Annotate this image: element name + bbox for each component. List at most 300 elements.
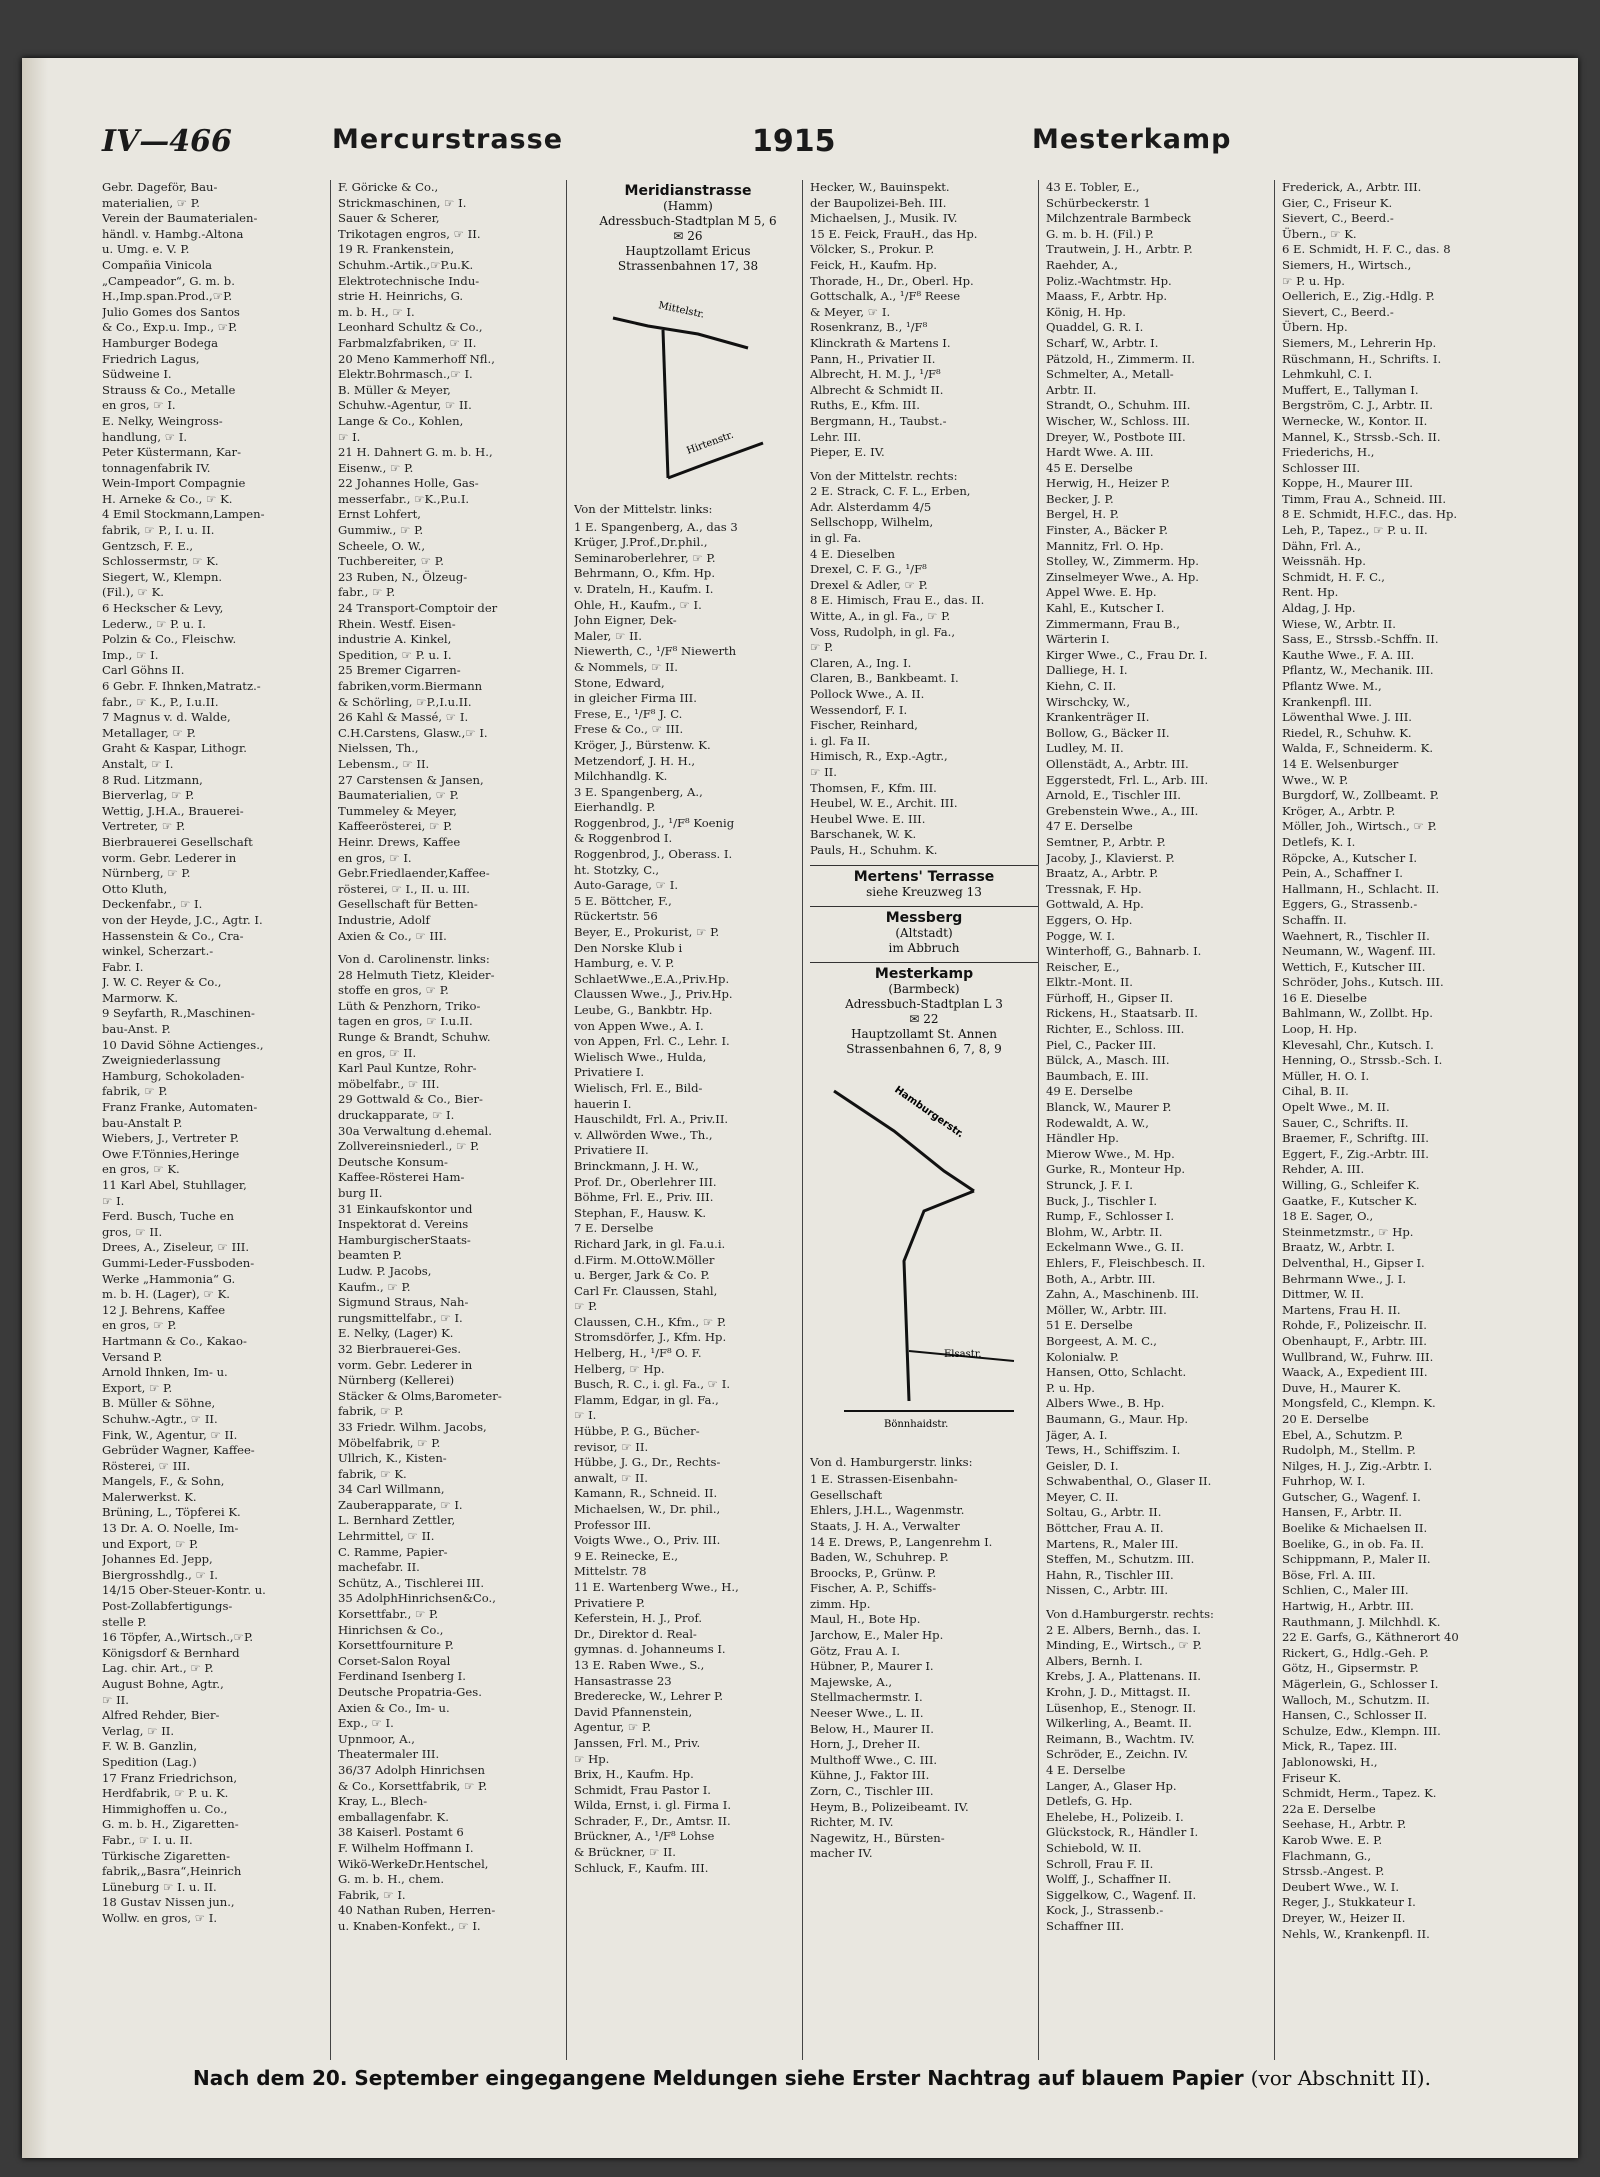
directory-entry: Kiehn, C. II. [1046,679,1117,693]
directory-entry: Elktr.-Mont. II. [1046,975,1133,990]
directory-entry: Koppe, H., Maurer III. [1282,476,1413,491]
section-line: (Barmbeck) [888,981,960,996]
directory-entry: Michaelsen, J., Musik. IV. [810,211,958,226]
map-street-line [834,1091,974,1191]
directory-entry: 7 E. Derselbe [574,1221,654,1236]
directory-entry: en gros, ☞ I. [102,398,176,413]
directory-entry: Deckenfabr., ☞ I. [102,897,203,912]
directory-entry: Johannes Ed. Jepp, [102,1552,213,1567]
page-header [102,124,1502,164]
directory-entry: Tressnak, F. Hp. [1046,881,1142,896]
directory-entry: Trautwein, J. H., Arbtr. P. [1046,242,1193,257]
directory-entry: ☞ II. [102,1692,129,1707]
directory-entry: 18 Gustav Nissen jun., [102,1895,235,1910]
directory-entry: 11 Karl Abel, Stuhllager, [102,1178,247,1192]
directory-entry: Klevesahl, Chr., Kutsch. I. [1282,1037,1434,1052]
directory-entry: machefabr. II. [338,1560,420,1575]
column-4-entries-top [810,180,1038,859]
directory-entry: 40 Nathan Ruben, Herren- [338,1903,496,1918]
directory-entry: Obenhaupt, F., Arbtr. III. [1282,1333,1427,1348]
directory-entry: Wein-Import Compagnie [102,476,246,491]
directory-entry: Kray, L., Blech- [338,1794,428,1809]
column-6 [1282,180,1512,2060]
directory-entry: Franz Franke, Automaten- [102,1100,258,1115]
directory-entry: Riedel, R., Schuhw. K. [1282,725,1412,740]
directory-entry: Blanck, W., Maurer P. [1046,1100,1172,1115]
section-line: (Altstadt) [895,925,953,940]
directory-entry: 18 E. Sager, O., [1282,1209,1374,1224]
directory-entry: Richter, E., Schloss. III. [1046,1022,1185,1037]
directory-entry: Dähn, Frl. A., [1282,538,1361,553]
directory-entry: Jacoby, J., Klavierst. P. [1046,850,1175,865]
directory-entry: Theatermaler III. [338,1747,440,1762]
directory-entry: Voss, Rudolph, in gl. Fa., [810,624,956,639]
directory-entry: Hinrichsen & Co., [338,1622,444,1637]
directory-entry: Loop, H. Hp. [1282,1022,1358,1037]
directory-entry: 6 Heckscher & Levy, [102,601,224,616]
directory-entry: Wikö-WerkeDr.Hentschel, [338,1856,489,1871]
directory-entry: Reischer, E., [1046,959,1120,974]
section-line: siehe Kreuzweg 13 [866,884,982,899]
directory-entry: Dr., Direktor d. Real- [574,1626,697,1641]
directory-entry: Krankenpfl. III. [1282,694,1372,709]
directory-entry: Spedition (Lag.) [102,1754,197,1769]
directory-entry: materialien, ☞ P. [102,195,200,210]
directory-entry: Aldag, J. Hp. [1282,601,1356,616]
directory-entry: Böhme, Frl. E., Priv. III. [574,1190,714,1205]
directory-entry: Krohn, J. D., Mittagst. II. [1046,1685,1191,1699]
directory-entry: Hassenstein & Co., Cra- [102,928,244,943]
directory-entry: Jablonowski, H., [1282,1754,1378,1769]
directory-entry: 9 Seyfarth, R.,Maschinen- [102,1006,255,1021]
directory-entry: Braemer, F., Schriftg. III. [1282,1131,1429,1146]
directory-entry: Raehder, A., [1046,257,1118,272]
directory-entry: rösterei, ☞ I., II. u. III. [338,881,470,896]
directory-entry: 6 Gebr. F. Ihnken,Matratz.- [102,679,261,693]
directory-entry: handlung, ☞ I. [102,429,188,444]
directory-entry: Walda, F., Schneiderm. K. [1282,741,1434,756]
directory-entry: Geisler, D. I. [1046,1458,1119,1473]
directory-entry: Verein der Baumaterialen- [102,211,258,226]
directory-entry: Axien & Co., ☞ III. [338,928,447,943]
directory-entry: Händler Hp. [1046,1131,1119,1146]
directory-entry: möbelfabr., ☞ III. [338,1076,440,1091]
directory-entry: Herwig, H., Heizer P. [1046,476,1171,491]
directory-entry: Schuhm.-Artik.,☞P.u.K. [338,257,474,272]
directory-entry: Thomsen, F., Kfm. III. [810,780,937,795]
directory-entry: en gros, ☞ P. [102,1318,177,1333]
directory-entry: Zollvereinsniederl., ☞ P. [338,1139,480,1154]
directory-entry: Ehlers, F., Fleischbesch. II. [1046,1255,1206,1270]
directory-entry: Sellschopp, Wilhelm, [810,515,934,530]
directory-entry: Owe F.Tönnies,Heringe [102,1146,240,1161]
directory-entry: Leonhard Schultz & Co., [338,320,483,335]
directory-entry: 8 E. Himisch, Frau E., das. II. [810,593,985,608]
directory-entry: Neumann, W., Wagenf. III. [1282,944,1436,959]
directory-entry: Dreyer, W., Heizer II. [1282,1910,1406,1925]
directory-entry: Den Norske Klub i [574,940,683,955]
directory-entry: Schmelter, A., Metall- [1046,367,1174,382]
directory-entry: Imp., ☞ I. [102,647,159,662]
directory-entry: Möbelfabrik, ☞ P. [338,1435,441,1450]
section-divider [810,865,1038,866]
section-line: Hauptzollamt Ericus [625,244,751,258]
directory-entry: Privatiere P. [574,1595,645,1610]
directory-entry: bau-Anst. P. [102,1022,171,1037]
directory-entry: Wernecke, W., Kontor. II. [1282,413,1428,428]
directory-entry: Buck, J., Tischler I. [1046,1193,1158,1208]
directory-entry: Martens, Frau H. II. [1282,1302,1401,1317]
directory-entry: revisor, ☞ II. [574,1439,649,1454]
directory-entry: & Meyer, ☞ I. [810,304,891,319]
directory-entry: Siegert, W., Klempn. [102,569,223,584]
directory-entry: Übern., ☞ K. [1282,226,1357,241]
directory-entry: fabr., ☞ P. [338,585,396,600]
directory-entry: Lüsenhop, E., Stenogr. II. [1046,1700,1197,1715]
directory-entry: Ruths, E., Kfm. III. [810,398,920,413]
directory-entry: Hamburger Bodega [102,335,219,350]
directory-entry: Rump, F., Schlosser I. [1046,1209,1175,1224]
directory-entry: Stromsdörfer, J., Kfm. Hp. [574,1330,727,1345]
directory-entry: Wilda, Ernst, i. gl. Firma I. [574,1798,732,1813]
directory-entry: beamten P. [338,1248,402,1263]
directory-entry: Bahlmann, W., Zollbt. Hp. [1282,1006,1433,1021]
directory-entry: Hübbe, P. G., Bücher- [574,1424,700,1439]
directory-entry: Dittmer, W. II. [1282,1287,1364,1302]
map-street-line [904,1191,974,1401]
directory-entry: Drexel & Adler, ☞ P. [810,577,928,592]
directory-entry: 16 E. Dieselbe [1282,990,1367,1005]
directory-entry: Lebensm., ☞ II. [338,756,430,771]
directory-entry: Wilkerling, A., Beamt. II. [1046,1716,1192,1731]
map-label: Bönnhaidstr. [884,1418,949,1430]
directory-entry: Bergström, C. J., Arbtr. II. [1282,398,1433,413]
directory-entry: 13 E. Raben Wwe., S., [574,1657,705,1672]
directory-entry: Nilges, H. J., Zig.-Arbtr. I. [1282,1458,1433,1473]
directory-entry: Karl Paul Kuntze, Rohr- [338,1061,477,1076]
directory-entry: B. Müller & Söhne, [102,1396,216,1411]
directory-entry: gymnas. d. Johanneums I. [574,1642,726,1657]
directory-entry: Borgeest, A. M. C., [1046,1333,1157,1348]
directory-entry: Julio Gomes dos Santos [102,304,240,319]
directory-entry: Claussen Wwe., J., Priv.Hp. [574,987,733,1002]
directory-entry: E. Nelky, Weingross- [102,413,223,428]
directory-entry: Hauschildt, Frl. A., Priv.II. [574,1112,729,1127]
directory-entry: Gottwald, A. Hp. [1046,897,1144,912]
directory-entry: P. u. Hp. [1046,1380,1095,1395]
directory-entry: Dreyer, W., Postbote III. [1046,429,1186,444]
directory-entry: Becker, J. P. [1046,491,1114,506]
directory-entry: Pflantz, W., Mechanik. III. [1282,663,1434,678]
map-street-line [663,330,668,478]
directory-entry: der Baupolizei-Beh. III. [810,195,947,210]
directory-entry: Both, A., Arbtr. III. [1046,1271,1156,1286]
directory-entry: Weissnäh. Hp. [1282,554,1366,569]
directory-entry: von Appen, Frl. C., Lehr. I. [574,1034,730,1049]
directory-entry: strie H. Heinrichs, G. [338,289,464,304]
directory-entry: Baumaterialien, ☞ P. [338,788,459,803]
map-street-line [668,443,763,478]
directory-entry: Michaelsen, W., Dr. phil., [574,1502,721,1516]
directory-entry: SchlaetWwe.,E.A.,Priv.Hp. [574,971,730,986]
directory-entry: Baumann, G., Maur. Hp. [1046,1411,1189,1426]
directory-entry: Ferdinand Isenberg I. [338,1669,466,1684]
directory-entry: Schuhw.-Agentur, ☞ II. [338,398,472,413]
directory-entry: Niewerth, C., ¹/F⁸ Niewerth [574,644,737,659]
directory-entry: Sauer, C., Schrifts. II. [1282,1115,1409,1130]
directory-entry: Rösterei, ☞ III. [102,1458,191,1473]
directory-entry: Schmidt, Frau Pastor I. [574,1782,711,1797]
directory-entry: Zahn, A., Maschinenb. III. [1046,1287,1200,1302]
directory-entry: Pogge, W. I. [1046,928,1115,943]
directory-entry: Wettich, F., Kutscher III. [1282,959,1426,974]
directory-entry: Majewske, A., [810,1674,893,1689]
directory-entry: 11 E. Wartenberg Wwe., H., [574,1579,739,1594]
directory-entry: Albers, Bernh. I. [1046,1653,1143,1668]
directory-entry: Below, H., Maurer II. [810,1721,934,1736]
directory-entry: 26 Kahl & Massé, ☞ I. [338,710,469,725]
directory-entry: Detlefs, G. Hp. [1046,1794,1133,1809]
directory-entry: 25 Bremer Cigarren- [338,663,461,678]
directory-entry: Fürhoff, H., Gipser II. [1046,990,1174,1005]
directory-entry: Compañia Vinicola [102,257,213,272]
directory-entry: Boelike, G., in ob. Fa. II. [1282,1536,1424,1551]
directory-entry: Marmorw. K. [102,990,179,1005]
directory-entry: Staats, J. H. A., Verwalter [810,1518,960,1533]
directory-entry: Gebr.Friedlaender,Kaffee- [338,866,490,881]
directory-entry: Carl Fr. Claussen, Stahl, [574,1283,718,1298]
directory-entry: 1 E. Spangenberg, A., das 3 [574,519,738,534]
directory-entry: Röpcke, A., Kutscher I. [1282,850,1418,865]
directory-entry: Mick, R., Tapez. III. [1282,1739,1398,1754]
directory-entry: Wielisch Wwe., Hulda, [574,1049,707,1064]
directory-entry: Carl Göhns II. [102,663,185,678]
directory-entry: Leh, P., Tapez., ☞ P. u. II. [1282,523,1428,538]
directory-entry: Schmidt, H. F. C., [1282,569,1385,584]
directory-entry: 12 J. Behrens, Kaffee [102,1302,226,1317]
directory-entry: & Nommels, ☞ II. [574,659,678,674]
directory-entry: Ebel, A., Schutzm. P. [1282,1427,1403,1442]
directory-entry: Eierhandlg. P. [574,800,656,815]
directory-entry: zimm. Hp. [810,1596,871,1611]
directory-entry: Metallager, ☞ P. [102,725,196,740]
directory-entry: Hübbe, J. G., Dr., Rechts- [574,1455,721,1470]
directory-entry: Behrmann, O., Kfm. Hp. [574,566,716,581]
directory-entry: d.Firm. M.OttoW.Möller [574,1252,715,1267]
directory-entry: ☞ I. [338,429,361,444]
directory-entry: Privatiere I. [574,1065,645,1080]
directory-entry: 45 E. Derselbe [1046,460,1133,475]
directory-entry: 16 Töpfer, A.,Wirtsch.,☞P. [102,1630,254,1645]
directory-entry: Königsdorf & Bernhard [102,1645,240,1660]
directory-entry: Strauss & Co., Metalle [102,382,236,397]
directory-entry: G. m. b. H., chem. [338,1872,445,1887]
directory-entry: Post-Zollabfertigungs- [102,1599,233,1614]
directory-entry: Malerwerkst. K. [102,1489,197,1504]
section-subheading: Von der Mittelstr. links: [574,502,713,516]
directory-entry: Professor III. [574,1517,652,1532]
directory-entry: Poliz.-Wachtmstr. Hp. [1046,273,1172,288]
directory-entry: Sass, E., Strssb.-Schffn. II. [1282,632,1439,647]
directory-entry: Strssb.-Angest. P. [1282,1864,1385,1879]
directory-entry: Timm, Frau A., Schneid. III. [1282,491,1447,506]
directory-entry: Kröger, J., Bürstenw. K. [574,737,711,752]
directory-columns [102,180,1532,2060]
directory-entry: Baden, W., Schuhrep. P. [810,1550,949,1565]
directory-entry: Wullbrand, W., Fuhrw. III. [1282,1349,1434,1364]
footer-bold-text: Nach dem 20. September eingegangene Meldungen siehe Erster Nachtrag auf blauem Papier [193,2066,1244,2090]
directory-entry: Claren, B., Bankbeamt. I. [810,671,959,686]
directory-entry: Türkische Zigaretten- [102,1848,230,1863]
directory-entry: Rodewaldt, A. W., [1046,1115,1149,1130]
directory-entry: Rosenkranz, B., ¹/F⁸ [810,320,928,335]
directory-entry: en gros, ☞ I. [338,850,412,865]
directory-entry: Winterhoff, G., Bahnarb. I. [1046,944,1202,959]
directory-entry: Flachmann, G., [1282,1848,1372,1863]
directory-entry: E. Nelky, (Lager) K. [338,1326,454,1341]
directory-entry: Milchhandlg. K. [574,769,668,784]
directory-entry: Schroll, Frau F. II. [1046,1856,1154,1871]
directory-entry: Industrie, Adolf [338,912,430,927]
directory-entry: 32 Bierbrauerei-Ges. [338,1341,462,1356]
directory-entry: von Appen Wwe., A. I. [574,1018,704,1033]
directory-entry: Siggelkow, C., Wagenf. II. [1046,1887,1197,1902]
directory-entry: Henning, O., Strssb.-Sch. I. [1282,1053,1443,1068]
directory-entry: Albrecht, H. M. J., ¹/F⁸ [810,367,941,382]
directory-entry: Farbmalzfabriken, ☞ II. [338,335,477,350]
directory-entry: ☞ P. u. Hp. [1282,273,1345,288]
directory-entry: Korsettfabr., ☞ P. [338,1607,439,1622]
directory-entry: m. b. H. (Lager), ☞ K. [102,1287,230,1302]
directory-entry: Hamburg, e. V. P. [574,956,675,971]
directory-entry: Kaffeerösterei, ☞ P. [338,819,453,834]
directory-entry: Nielssen, Th., [338,741,419,756]
map-street-line [613,318,748,348]
directory-entry: L. Bernhard Zettler, [338,1513,456,1528]
directory-entry: ☞ I. [102,1193,125,1208]
directory-entry: 20 Meno Kammerhoff Nfl., [338,351,495,366]
section-line: Hauptzollamt St. Annen [851,1026,997,1041]
street-map-meridianstrasse [588,278,788,498]
section-divider [810,962,1038,963]
directory-entry: Spedition, ☞ P. u. I. [338,647,452,662]
directory-entry: Schrader, F., Dr., Amtsr. II. [574,1813,731,1828]
directory-entry: & Co., Korsettfabrik, ☞ P. [338,1778,488,1793]
column-4-entries-bottom [810,1472,1038,1862]
directory-entry: Kahl, E., Kutscher I. [1046,601,1165,616]
directory-entry: tonnagenfabrik IV. [102,460,211,475]
section-line: Adressbuch-Stadtplan M 5, 6 [599,214,777,228]
directory-entry: Schlien, C., Maler III. [1282,1583,1409,1598]
directory-entry: & Co., Exp.u. Imp., ☞P. [102,320,238,335]
directory-entry: Hansen, Otto, Schlacht. [1046,1365,1187,1380]
directory-entry: Neeser Wwe., L. II. [810,1706,924,1721]
directory-entry: Friseur K. [1282,1770,1342,1785]
section-mesterkamp [810,967,1038,1057]
directory-entry: Herdfabrik, ☞ P. u. K. [102,1786,229,1801]
directory-entry: Reimann, B., Wachtm. IV. [1046,1731,1195,1746]
directory-entry: Barschanek, W. K. [810,827,917,842]
directory-entry: fabrik, ☞ P., I. u. II. [102,523,215,538]
street-map-mesterkamp [824,1061,1024,1451]
directory-entry: Delventhal, H., Gipser I. [1282,1255,1425,1270]
directory-entry: Elektr.Bohrmasch.,☞ I. [338,367,473,382]
directory-entry: Bergel, H. P. [1046,507,1119,522]
directory-entry: Rudolph, M., Stellm. P. [1282,1443,1416,1458]
directory-entry: in gleicher Firma III. [574,691,697,706]
directory-entry: Gebrüder Wagner, Kaffee- [102,1443,255,1458]
directory-entry: 38 Kaiserl. Postamt 6 [338,1825,464,1840]
directory-entry: Hamburg, Schokoladen- [102,1068,245,1083]
directory-entry: Ohle, H., Kaufm., ☞ I. [574,597,702,612]
directory-entry: Sigmund Straus, Nah- [338,1295,469,1310]
directory-entry: Bierverlag, ☞ P. [102,788,195,803]
directory-entry: 47 E. Derselbe [1046,819,1133,834]
directory-entry: Schaffn. II. [1282,912,1347,927]
directory-entry: Lag. chir. Art., ☞ P. [102,1661,214,1676]
directory-entry: Heym, B., Polizeibeamt. IV. [810,1799,969,1814]
directory-entry: Rohde, F., Polizeischr. II. [1282,1318,1427,1333]
directory-entry: Hartmann & Co., Kakao- [102,1333,247,1348]
directory-entry: Kirger Wwe., C., Frau Dr. I. [1046,647,1208,662]
directory-entry: 19 R. Frankenstein, [338,242,455,257]
directory-entry: Maass, F., Arbtr. Hp. [1046,289,1168,304]
directory-entry: Hardt Wwe. A. III. [1046,445,1154,460]
directory-entry: Ehlers, J.H.L., Wagenmstr. [810,1503,965,1518]
directory-entry: Pieper, E. IV. [810,445,885,460]
directory-entry: Deutsche Konsum- [338,1154,448,1169]
directory-entry: F. Wilhelm Hoffmann I. [338,1840,474,1855]
directory-entry: 30a Verwaltung d.ehemal. [338,1123,492,1138]
directory-entry: Gummiw., ☞ P. [338,523,424,538]
section-line: Adressbuch-Stadtplan L 3 [845,996,1003,1011]
directory-entry: & Schörling, ☞P.,I.u.II. [338,694,472,709]
directory-entry: Schiebold, W. II. [1046,1840,1142,1855]
directory-entry: Versand P. [102,1349,163,1364]
directory-entry: fabrik,„Basra“,Heinrich [102,1864,242,1879]
directory-entry: stelle P. [102,1614,147,1629]
directory-entry: Eggert, F., Zig.-Arbtr. III. [1282,1146,1429,1161]
directory-entry: 22 E. Garfs, G., Käthnerort 40 [1282,1630,1459,1645]
directory-entry: Fabrik, ☞ I. [338,1887,406,1902]
directory-entry: Piel, C., Packer III. [1046,1037,1157,1052]
directory-entry: Seehase, H., Arbtr. P. [1282,1817,1407,1832]
directory-entry: Corset-Salon Royal [338,1653,451,1668]
directory-entry: Gutscher, G., Wagenf. I. [1282,1489,1421,1504]
directory-entry: Südweine I. [102,367,172,382]
directory-entry: Hansen, F., Arbtr. II. [1282,1505,1402,1520]
directory-entry: Hecker, W., Bauinspekt. [810,180,950,194]
directory-entry: Otto Kluth, [102,881,168,896]
directory-entry: hauerin I. [574,1096,632,1111]
directory-entry: Waack, A., Expedient III. [1282,1365,1428,1380]
directory-entry: Waehnert, R., Tischler II. [1282,928,1430,943]
directory-entry: i. gl. Fa II. [810,733,871,748]
directory-entry: Pflantz Wwe. M., [1282,679,1382,693]
directory-entry: Scheele, O. W., [338,538,426,553]
directory-entry: Braatz, A., Arbtr. P. [1046,866,1159,881]
section-title: Mesterkamp [874,965,974,982]
directory-entry: Blohm, W., Arbtr. II. [1046,1224,1163,1239]
directory-entry: 6 E. Schmidt, H. F. C., das. 8 [1282,242,1451,257]
directory-entry: Eisenw., ☞ P. [338,460,414,475]
directory-entry: Lederw., ☞ P. u. I. [102,616,206,631]
directory-entry: Fischer, Reinhard, [810,718,918,733]
directory-entry: Zweigniederlassung [102,1053,221,1068]
directory-entry: v. Drateln, H., Kaufm. I. [574,581,714,596]
directory-entry: Lehrmittel, ☞ II. [338,1529,435,1544]
directory-entry: Von d. Carolinenstr. links: [338,952,490,967]
